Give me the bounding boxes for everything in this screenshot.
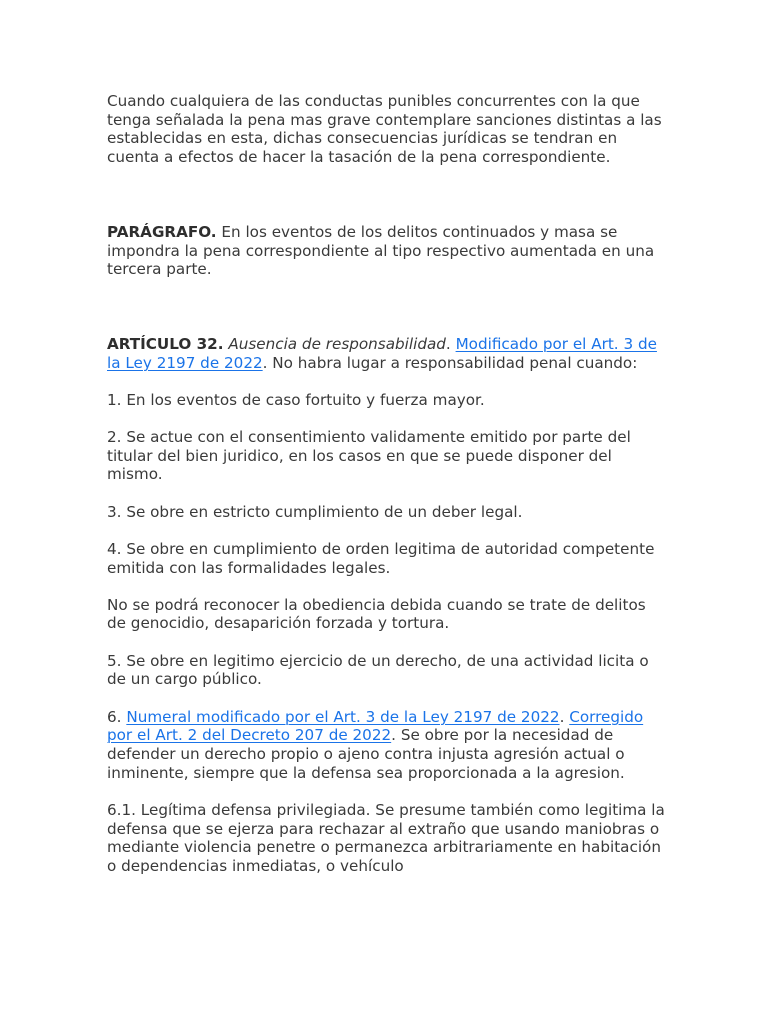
list-item-4: 4. Se obre en cumplimiento de orden legitima de autoridad competente emitida con las formalidades legales.	[107, 539, 655, 577]
articulo-sep: .	[445, 334, 456, 353]
paragraph-paragrafo	[107, 223, 667, 279]
paragraph-articulo-32	[107, 335, 667, 372]
list-item-6-1: 6.1. Legítima defensa privilegiada. Se presume también como legitima la defensa que se ejerza para rechazar al extraño que usando maniobras o mediante violencia penetre o permanezca arbitrariamente en habitación o dependencias inmediatas, o vehículo	[107, 800, 665, 875]
list-item-5: 5. Se obre en legitimo ejercicio de un derecho, de una actividad licita o de un cargo público.	[107, 651, 649, 689]
item6-modification-link[interactable]: Numeral modificado por el Art. 3 de la Ley 2197 de 2022	[126, 707, 560, 726]
articulo-text: . No habra lugar a responsabilidad penal cuando:	[262, 353, 638, 372]
item6-sep: .	[559, 707, 570, 726]
item6-correction-link[interactable]: Corregido por el Art. 2 del Decreto 207 de 2022	[107, 707, 644, 745]
item6-prefix: 6.	[107, 707, 127, 726]
list-item-6	[107, 708, 667, 783]
articulo-label: ARTÍCULO 32.	[107, 334, 224, 353]
document-body	[107, 92, 667, 876]
list-item-1: 1. En los eventos de caso fortuito y fuerza mayor.	[107, 390, 485, 409]
item6-text: . Se obre por la necesidad de defender un derecho propio o ajeno contra injusta agresión actual o inminente, siempre que la defensa sea proporcionada a la agresion.	[107, 726, 625, 782]
list-item-2: 2. Se actue con el consentimiento validamente emitido por parte del titular del bien juridico, en los casos en que se puede disponer del mismo.	[107, 428, 631, 484]
articulo-title: Ausencia de responsabilidad	[223, 334, 446, 353]
paragrafo-label: PARÁGRAFO.	[107, 222, 217, 241]
list-item-4-note: No se podrá reconocer la obediencia debida cuando se trate de delitos de genocidio, desaparición forzada y tortura.	[107, 595, 646, 633]
list-item-3: 3. Se obre en estricto cumplimiento de un deber legal.	[107, 502, 523, 521]
articulo-modification-link[interactable]: Modificado por el Art. 3 de la Ley 2197 de 2022	[107, 334, 657, 372]
paragraph-concurso: Cuando cualquiera de las conductas punibles concurrentes con la que tenga señalada la pena mas grave contemplare sanciones distintas a las establecidas en esta, dichas consecuencias jurídicas se tendran en cuenta a efectos de hacer la tasación de la pena correspondiente.	[107, 92, 662, 167]
paragrafo-text: En los eventos de los delitos continuados y masa se impondra la pena correspondiente al tipo respectivo aumentada en una tercera parte.	[107, 222, 655, 279]
